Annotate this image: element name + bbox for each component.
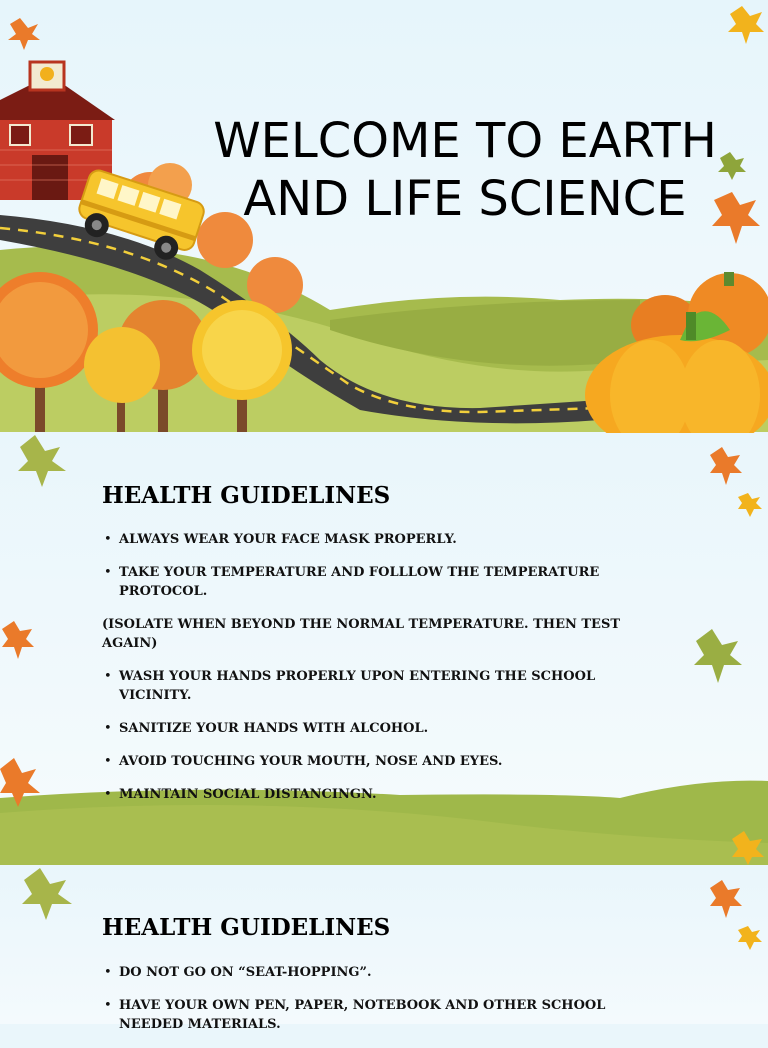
- slide-heading: HEALTH GUIDELINES: [102, 482, 391, 509]
- slide-title: WELCOME TO EARTH AND LIFE SCIENCE: [213, 113, 717, 227]
- guideline-list: [102, 530, 662, 818]
- slide-health-guidelines-2: [0, 866, 768, 1032]
- guideline-item: • SANITIZE YOUR HANDS WITH ALCOHOL.: [102, 719, 662, 738]
- guideline-item: • DO NOT GO ON “SEAT-HOPPING”.: [102, 963, 662, 982]
- guideline-item: • HAVE YOUR OWN PEN, PAPER, NOTEBOOK AND OTHER SCHOOL NEEDED MATERIALS.: [102, 996, 662, 1034]
- slide-health-guidelines-1: [0, 433, 768, 865]
- guideline-item: • AVOID TOUCHING YOUR MOUTH, NOSE AND EYES.: [102, 752, 662, 771]
- guideline-item: (ISOLATE WHEN BEYOND THE NORMAL TEMPERATURE. THEN TEST AGAIN): [102, 617, 621, 651]
- slide-heading: HEALTH GUIDELINES: [102, 914, 391, 941]
- guideline-list: [102, 963, 662, 1048]
- guideline-item: • WASH YOUR HANDS PROPERLY UPON ENTERING THE SCHOOL VICINITY.: [102, 667, 662, 705]
- guideline-item: • TAKE YOUR TEMPERATURE AND FOLLLOW THE TEMPERATURE PROTOCOL.: [102, 563, 662, 601]
- slide-welcome: [0, 0, 768, 432]
- guideline-item: • ALWAYS WEAR YOUR FACE MASK PROPERLY.: [102, 530, 662, 549]
- guideline-item: • MAINTAIN SOCIAL DISTANCINGN.: [102, 785, 662, 804]
